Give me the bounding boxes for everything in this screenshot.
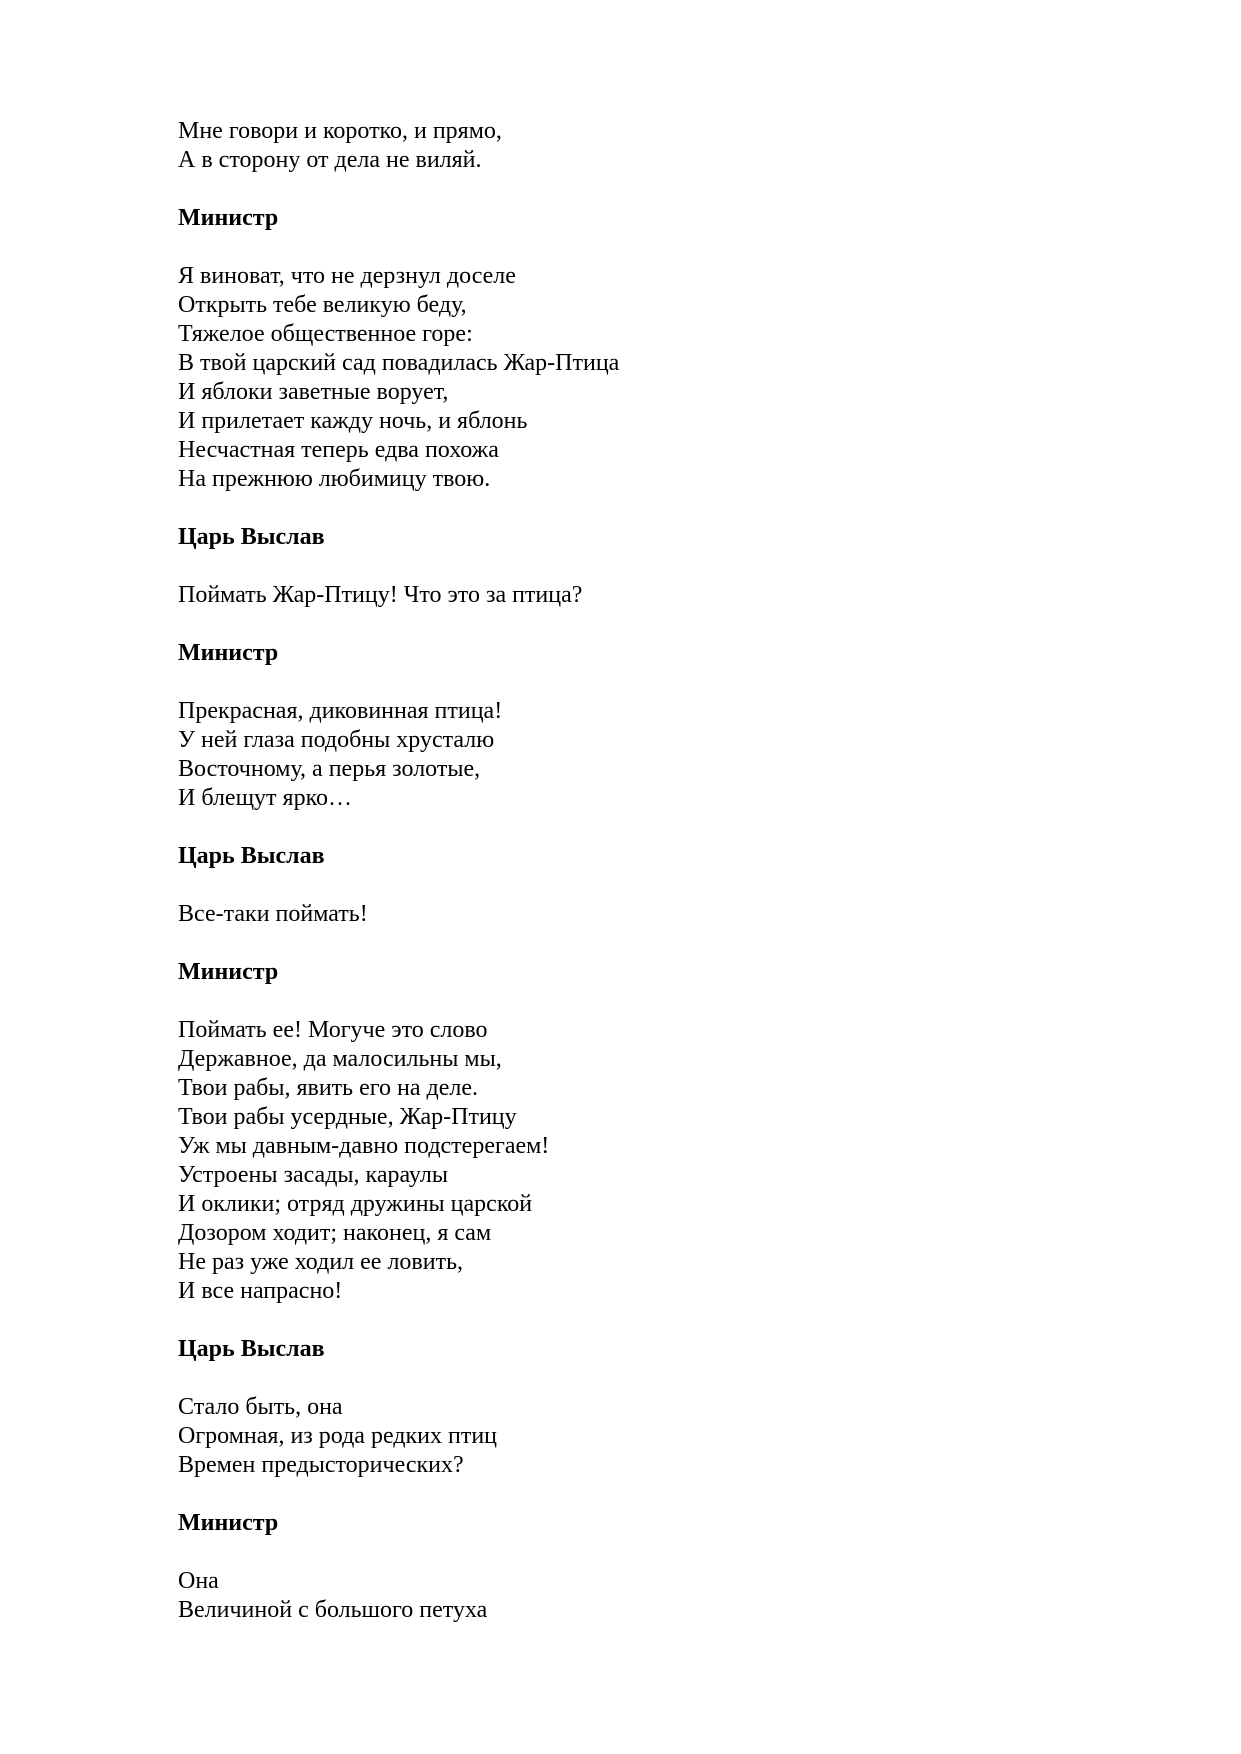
verse-line: У ней глаза подобны хрусталю bbox=[178, 727, 495, 753]
verse-line: Твои рабы усердные, Жар-Птицу bbox=[178, 1104, 517, 1130]
verse-paragraph bbox=[178, 1393, 1158, 1480]
paragraph-spacer bbox=[178, 668, 1158, 697]
verse-line: Устроены засады, караулы bbox=[178, 1162, 448, 1188]
paragraph-spacer bbox=[178, 929, 1158, 958]
verse-line: И блещут ярко… bbox=[178, 785, 353, 811]
paragraph-spacer bbox=[178, 813, 1158, 842]
verse-line: Несчастная теперь едва похожа bbox=[178, 437, 499, 463]
paragraph-spacer bbox=[178, 610, 1158, 639]
verse-paragraph bbox=[178, 1016, 1158, 1306]
verse-paragraph bbox=[178, 117, 1158, 175]
verse-line: Твои рабы, явить его на деле. bbox=[178, 1075, 478, 1101]
verse-line: Не раз уже ходил ее ловить, bbox=[178, 1249, 464, 1275]
verse-line: Величиной с большого петуха bbox=[178, 1597, 488, 1623]
speaker-name: Царь Выслав bbox=[178, 1336, 325, 1362]
verse-line: Мне говори и коротко, и прямо, bbox=[178, 118, 502, 144]
speaker-name: Царь Выслав bbox=[178, 843, 325, 869]
speaker-name: Министр bbox=[178, 1510, 279, 1536]
verse-line: И яблоки заветные ворует, bbox=[178, 379, 449, 405]
verse-line: Открыть тебе великую беду, bbox=[178, 292, 467, 318]
paragraph-spacer bbox=[178, 494, 1158, 523]
paragraph-spacer bbox=[178, 233, 1158, 262]
verse-line: Она bbox=[178, 1568, 219, 1594]
paragraph-spacer bbox=[178, 1364, 1158, 1393]
verse-line: Уж мы давным-давно подстерегаем! bbox=[178, 1133, 550, 1159]
verse-line: Я виноват, что не дерзнул доселе bbox=[178, 263, 516, 289]
paragraph-spacer bbox=[178, 1480, 1158, 1509]
verse-line: В твой царский сад повадилась Жар-Птица bbox=[178, 350, 620, 376]
paragraph-spacer bbox=[178, 987, 1158, 1016]
speaker-name: Министр bbox=[178, 640, 279, 666]
speaker-name: Министр bbox=[178, 959, 279, 985]
verse-line: Дозором ходит; наконец, я сам bbox=[178, 1220, 492, 1246]
verse-line: Огромная, из рода редких птиц bbox=[178, 1423, 498, 1449]
paragraph-spacer bbox=[178, 175, 1158, 204]
verse-paragraph bbox=[178, 262, 1158, 494]
verse-line: Поймать ее! Могуче это слово bbox=[178, 1017, 488, 1043]
verse-line: Тяжелое общественное горе: bbox=[178, 321, 473, 347]
speaker-name: Царь Выслав bbox=[178, 524, 325, 550]
document-body bbox=[178, 117, 1158, 1625]
verse-line: И прилетает кажду ночь, и яблонь bbox=[178, 408, 528, 434]
verse-line: И оклики; отряд дружины царской bbox=[178, 1191, 533, 1217]
paragraph-spacer bbox=[178, 871, 1158, 900]
verse-line: Державное, да малосильны мы, bbox=[178, 1046, 502, 1072]
paragraph-spacer bbox=[178, 552, 1158, 581]
verse-line: Стало быть, она bbox=[178, 1394, 343, 1420]
verse-paragraph bbox=[178, 1567, 1158, 1625]
paragraph-spacer bbox=[178, 1538, 1158, 1567]
verse-line: На прежнюю любимицу твою. bbox=[178, 466, 491, 492]
verse-line: И все напрасно! bbox=[178, 1278, 343, 1304]
verse-line: Прекрасная, диковинная птица! bbox=[178, 698, 503, 724]
paragraph-spacer bbox=[178, 1306, 1158, 1335]
verse-paragraph bbox=[178, 900, 1158, 929]
verse-paragraph bbox=[178, 581, 1158, 610]
verse-line: Все-таки поймать! bbox=[178, 901, 368, 927]
speaker-name: Министр bbox=[178, 205, 279, 231]
verse-line: Времен предысторических? bbox=[178, 1452, 464, 1478]
verse-line: Поймать Жар-Птицу! Что это за птица? bbox=[178, 582, 583, 608]
verse-line: Восточному, а перья золотые, bbox=[178, 756, 481, 782]
verse-line: А в сторону от дела не виляй. bbox=[178, 147, 482, 173]
verse-paragraph bbox=[178, 697, 1158, 813]
